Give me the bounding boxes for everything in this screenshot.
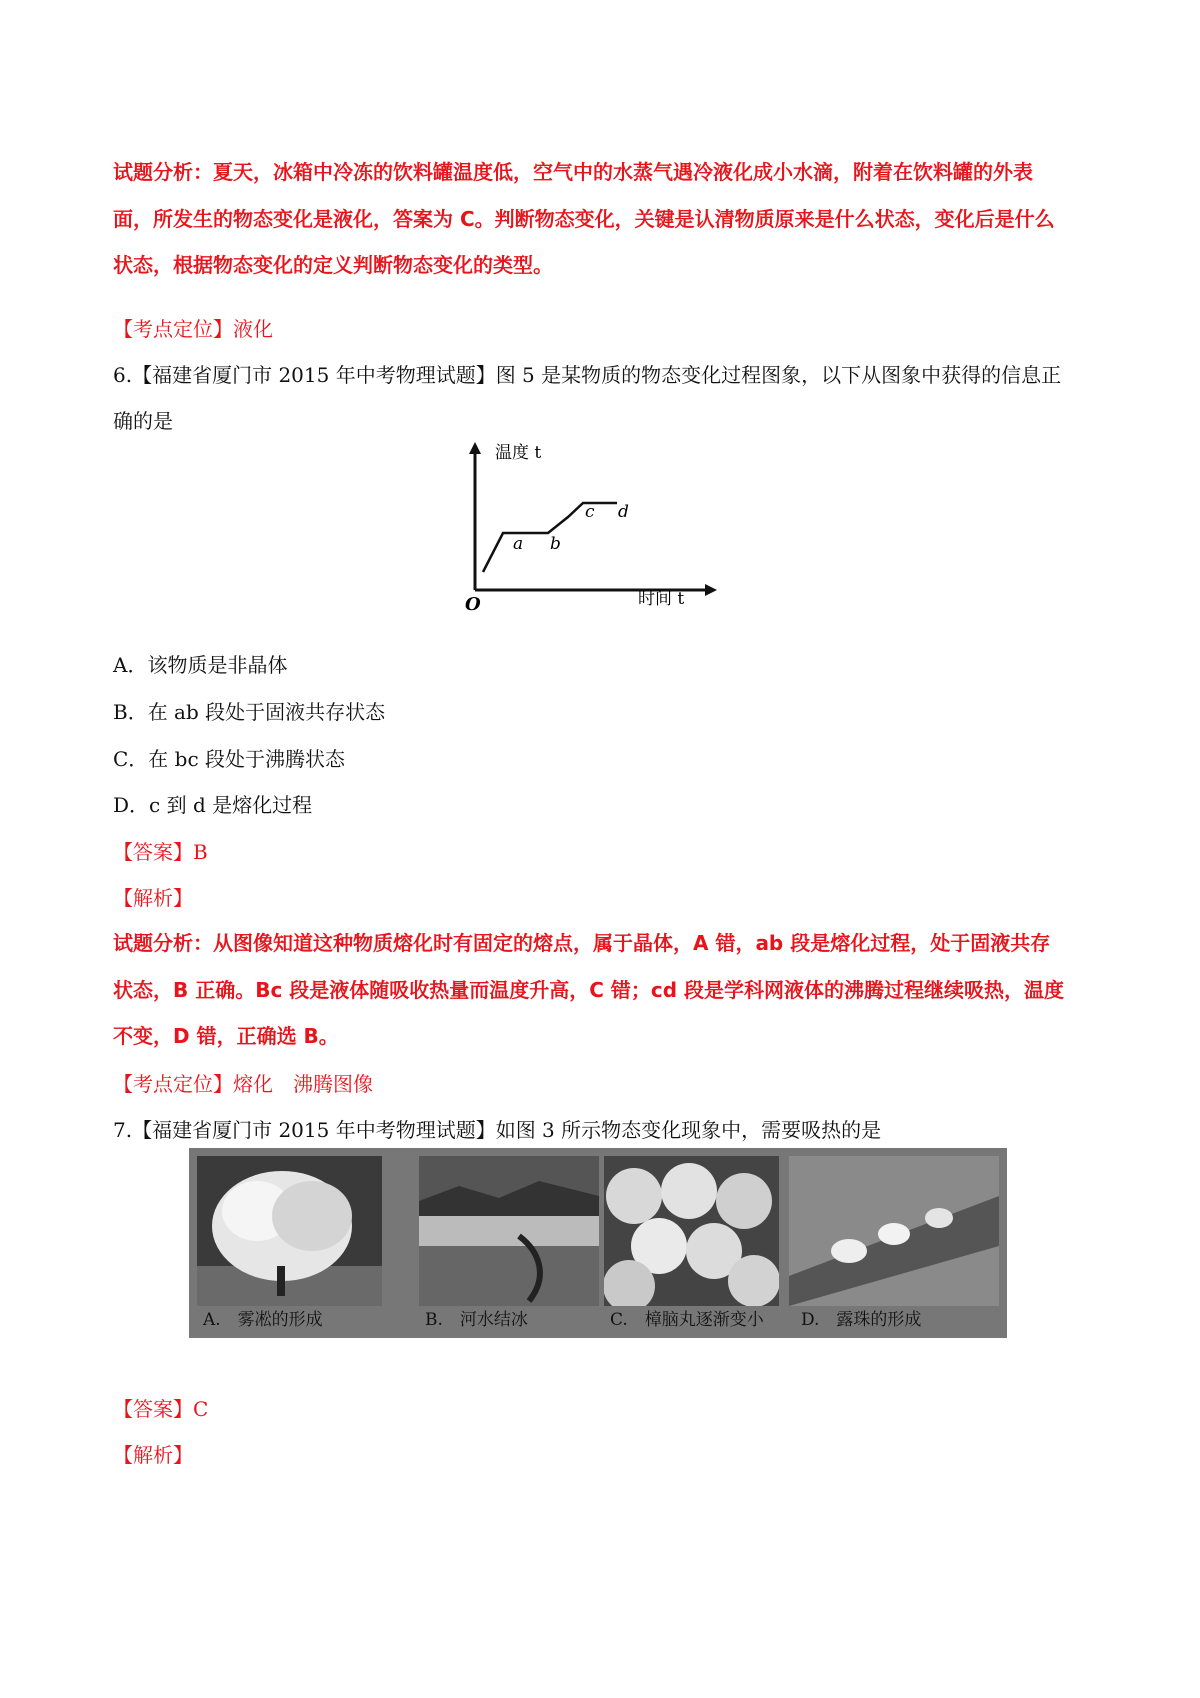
photo-rime-tree xyxy=(197,1156,382,1306)
point-label-a: a xyxy=(513,534,524,554)
analysis-prev-line2: 面，所发生的物态变化是液化，答案为 C。判断物态变化，关键是认清物质原来是什么状态，变化后是什么 xyxy=(113,207,1055,231)
q6-kaodian-label: 【考点定位】 xyxy=(113,1072,233,1096)
x-axis-arrow-icon xyxy=(705,584,717,596)
caption-b: B. 河水结冰 xyxy=(425,1310,528,1330)
q7-jiexi-label: 【解析】 xyxy=(113,1443,193,1467)
q7-answer-value: C xyxy=(193,1397,209,1421)
q7-stem-line1: 7.【福建省厦门市 2015 年中考物理试题】如图 3 所示物态变化现象中，需要吸热的是 xyxy=(113,1118,882,1142)
q7-figure-photos xyxy=(189,1148,1007,1338)
q6-analysis-line3: 不变，D 错，正确选 B。 xyxy=(113,1024,339,1048)
point-label-d: d xyxy=(618,502,629,522)
q6-option-d: D．c 到 d 是熔化过程 xyxy=(113,793,313,817)
point-label-b: b xyxy=(550,534,561,554)
x-axis-label: 时间 t xyxy=(638,589,685,609)
q7-answer-label: 【答案】 xyxy=(113,1397,193,1421)
q6-analysis-line2: 状态，B 正确。Bc 段是液体随吸收热量而温度升高，C 错；cd 段是学科网液体的沸腾过程继续吸热，温度 xyxy=(113,978,1065,1002)
kaodian-prev-value: 液化 xyxy=(233,317,273,341)
q6-stem-line2: 确的是 xyxy=(113,409,173,433)
q7-answer xyxy=(113,1395,208,1423)
kaodian-prev-label: 【考点定位】 xyxy=(113,317,233,341)
caption-d: D. 露珠的形成 xyxy=(801,1310,922,1330)
q6-kaodian xyxy=(113,1070,373,1098)
q6-stem-line1: 6.【福建省厦门市 2015 年中考物理试题】图 5 是某物质的物态变化过程图象，以下从图象中获得的信息正 xyxy=(113,363,1062,387)
kaodian-prev xyxy=(113,315,273,343)
caption-c: C. 樟脑丸逐渐变小 xyxy=(610,1310,764,1330)
analysis-prev-line1: 试题分析：夏天，冰箱中冷冻的饮料罐温度低，空气中的水蒸气遇冷液化成小水滴，附着在饮料罐的外表 xyxy=(113,160,1033,184)
caption-a: A. 雾凇的形成 xyxy=(203,1310,323,1330)
q6-jiexi-label: 【解析】 xyxy=(113,886,193,910)
origin-label: O xyxy=(465,594,481,615)
point-label-c: c xyxy=(585,502,595,522)
q6-answer xyxy=(113,838,208,866)
analysis-prev-line3: 状态，根据物态变化的定义判断物态变化的类型。 xyxy=(113,253,553,277)
photo-river-ice xyxy=(419,1156,599,1306)
y-axis-label: 温度 t xyxy=(495,443,542,463)
q6-analysis-line1: 试题分析：从图像知道这种物质熔化时有固定的熔点，属于晶体，A 错，ab 段是熔化过程，处于固液共存 xyxy=(113,931,1051,955)
q6-kaodian-value: 熔化 沸腾图像 xyxy=(233,1072,373,1096)
q6-answer-label: 【答案】 xyxy=(113,840,193,864)
q6-option-a: A．该物质是非晶体 xyxy=(113,653,288,677)
q6-answer-value: B xyxy=(193,840,208,864)
q6-option-b: B．在 ab 段处于固液共存状态 xyxy=(113,700,386,724)
y-axis-arrow-icon xyxy=(469,442,481,454)
q6-figure-temperature-time-graph xyxy=(455,440,720,615)
q6-option-c: C．在 bc 段处于沸腾状态 xyxy=(113,747,346,771)
photo-camphor-balls xyxy=(604,1156,779,1306)
photo-dew-drops xyxy=(789,1156,999,1306)
